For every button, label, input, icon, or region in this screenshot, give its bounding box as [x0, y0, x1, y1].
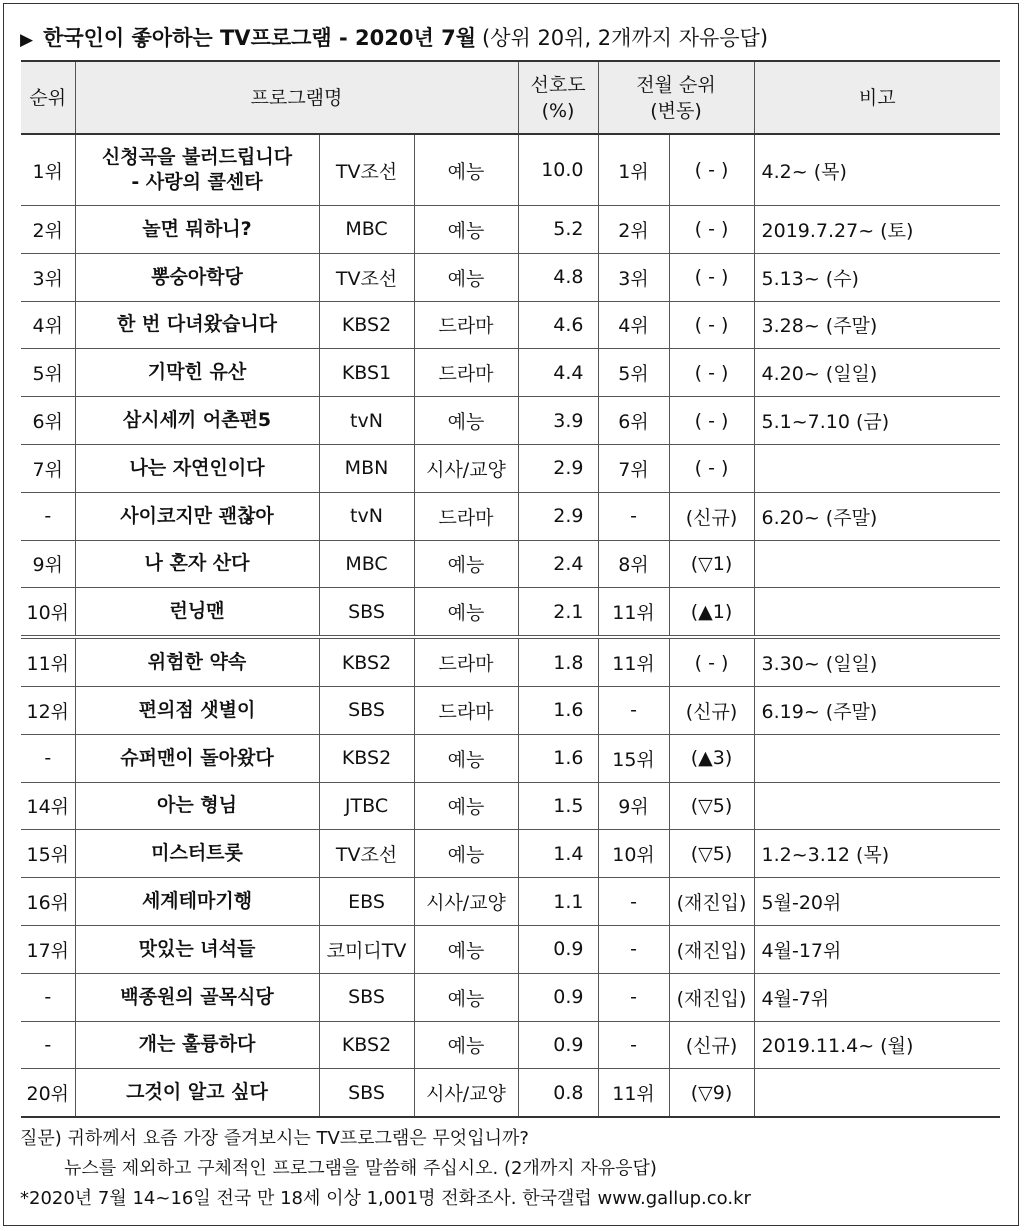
genre-cell: 예능	[414, 782, 518, 830]
note-cell: 1.2~3.12 (목)	[754, 830, 1000, 878]
genre-cell: 예능	[414, 397, 518, 445]
channel-cell: SBS	[319, 588, 414, 637]
preference-cell: 4.4	[518, 349, 598, 397]
prev-rank-cell: 8위	[598, 540, 669, 588]
rank-change-cell: ( - )	[669, 637, 754, 686]
header-prev-line1: 전월 순위	[636, 73, 716, 96]
rank-cell: 4위	[21, 301, 75, 349]
genre-cell: 시사/교양	[414, 878, 518, 926]
program-title-cell	[75, 1021, 319, 1069]
prev-rank-cell: -	[598, 973, 669, 1021]
preference-cell: 1.5	[518, 782, 598, 830]
note-cell: 5.1~7.10 (금)	[754, 397, 1000, 445]
genre-cell: 예능	[414, 206, 518, 254]
program-title: 위험한 약속	[147, 651, 247, 674]
program-title: 신청곡을 불러드립니다	[101, 146, 293, 168]
program-title-cell	[75, 686, 319, 734]
title-main: 한국인이 좋아하는 TV프로그램 - 2020년 7월	[43, 26, 476, 50]
note-cell: 4.2~ (목)	[754, 134, 1000, 206]
rank-change-cell: (▽1)	[669, 540, 754, 588]
program-title: 슈퍼맨이 돌아왔다	[120, 746, 274, 769]
program-title: 삼시세끼 어촌편5	[122, 409, 272, 432]
program-title-cell	[75, 588, 319, 637]
rank-change-cell: (▲3)	[669, 734, 754, 782]
rank-change-cell: (▽5)	[669, 782, 754, 830]
table-row	[21, 686, 1000, 734]
triangle-bullet-icon: ▶	[20, 30, 34, 50]
table-row	[21, 444, 1000, 492]
program-title: 개는 훌륭하다	[138, 1033, 256, 1056]
header-program: 프로그램명	[75, 61, 518, 134]
rank-change-cell: ( - )	[669, 206, 754, 254]
program-title-cell	[75, 397, 319, 445]
title-subtitle: (상위 20위, 2개까지 자유응답)	[482, 26, 769, 50]
program-title-cell	[75, 206, 319, 254]
note-cell: 3.28~ (주말)	[754, 301, 1000, 349]
rank-change-cell: ( - )	[669, 301, 754, 349]
program-title: 그것이 알고 싶다	[126, 1081, 268, 1104]
genre-cell: 드라마	[414, 301, 518, 349]
preference-cell: 0.9	[518, 1021, 598, 1069]
preference-cell: 4.6	[518, 301, 598, 349]
note-cell	[754, 734, 1000, 782]
rank-cell: 9위	[21, 540, 75, 588]
program-title-cell	[75, 878, 319, 926]
table-row	[21, 253, 1000, 301]
table-header-row	[21, 61, 1000, 134]
header-note: 비고	[754, 61, 1000, 134]
prev-rank-cell: 5위	[598, 349, 669, 397]
rank-cell: 14위	[21, 782, 75, 830]
rank-cell: -	[21, 973, 75, 1021]
rank-cell: 20위	[21, 1069, 75, 1117]
channel-cell: MBN	[319, 444, 414, 492]
program-title-cell	[75, 444, 319, 492]
note-cell: 5월-20위	[754, 878, 1000, 926]
rank-cell: 5위	[21, 349, 75, 397]
genre-cell: 예능	[414, 253, 518, 301]
rank-change-cell: (▽5)	[669, 830, 754, 878]
rank-change-cell: (신규)	[669, 492, 754, 540]
genre-cell: 드라마	[414, 492, 518, 540]
program-title: 한 번 다녀왔습니다	[116, 313, 278, 336]
header-prev-line2: (변동)	[650, 99, 702, 122]
ranking-table	[21, 60, 1000, 1118]
prev-rank-cell: 3위	[598, 253, 669, 301]
rank-cell: -	[21, 734, 75, 782]
footer-question-1: 질문) 귀하께서 요즘 가장 즐겨보시는 TV프로그램은 무엇입니까?	[20, 1128, 529, 1149]
table-row	[21, 637, 1000, 686]
rank-cell: 7위	[21, 444, 75, 492]
rank-cell: -	[21, 492, 75, 540]
note-cell: 5.13~ (수)	[754, 253, 1000, 301]
table-row	[21, 540, 1000, 588]
program-title: 세계테마기행	[141, 890, 253, 913]
prev-rank-cell: 9위	[598, 782, 669, 830]
footer-source: *2020년 7월 14~16일 전국 만 18세 이상 1,001명 전화조사. 한국갤럽 www.gallup.co.kr	[20, 1188, 751, 1209]
note-cell: 2019.7.27~ (토)	[754, 206, 1000, 254]
preference-cell: 0.9	[518, 925, 598, 973]
rank-cell: 16위	[21, 878, 75, 926]
prev-rank-cell: 1위	[598, 134, 669, 206]
prev-rank-cell: 4위	[598, 301, 669, 349]
preference-cell: 2.4	[518, 540, 598, 588]
table-row	[21, 492, 1000, 540]
program-title: 나 혼자 산다	[144, 552, 250, 575]
rank-change-cell: (신규)	[669, 686, 754, 734]
note-cell	[754, 1069, 1000, 1117]
preference-cell: 1.6	[518, 686, 598, 734]
channel-cell: KBS1	[319, 349, 414, 397]
rank-change-cell: ( - )	[669, 349, 754, 397]
program-title: 나는 자연인이다	[129, 456, 265, 479]
rank-change-cell: (▲1)	[669, 588, 754, 637]
note-cell: 3.30~ (일일)	[754, 637, 1000, 686]
rank-change-cell: ( - )	[669, 397, 754, 445]
program-title: 런닝맨	[169, 600, 225, 623]
page-title	[20, 22, 768, 54]
channel-cell: SBS	[319, 686, 414, 734]
note-cell	[754, 444, 1000, 492]
table-row	[21, 301, 1000, 349]
channel-cell: tvN	[319, 492, 414, 540]
channel-cell: KBS2	[319, 734, 414, 782]
rank-change-cell: (▽9)	[669, 1069, 754, 1117]
channel-cell: KBS2	[319, 301, 414, 349]
program-title-cell	[75, 301, 319, 349]
genre-cell: 시사/교양	[414, 1069, 518, 1117]
program-title: 기막힌 유산	[147, 361, 247, 384]
table-row	[21, 925, 1000, 973]
channel-cell: KBS2	[319, 637, 414, 686]
rank-change-cell: (신규)	[669, 1021, 754, 1069]
rank-cell: 15위	[21, 830, 75, 878]
rank-change-cell: (재진입)	[669, 973, 754, 1021]
rank-cell: 6위	[21, 397, 75, 445]
genre-cell: 예능	[414, 830, 518, 878]
note-cell	[754, 782, 1000, 830]
prev-rank-cell: -	[598, 925, 669, 973]
program-title-cell	[75, 253, 319, 301]
note-cell	[754, 588, 1000, 637]
preference-cell: 10.0	[518, 134, 598, 206]
prev-rank-cell: 6위	[598, 397, 669, 445]
program-title: 백종원의 골목식당	[120, 985, 274, 1008]
table-row	[21, 1021, 1000, 1069]
rank-change-cell: (재진입)	[669, 925, 754, 973]
footer-question-2: 뉴스를 제외하고 구체적인 프로그램을 말씀해 주십시오. (2개까지 자유응답)	[64, 1158, 657, 1179]
genre-cell: 예능	[414, 540, 518, 588]
note-cell: 2019.11.4~ (월)	[754, 1021, 1000, 1069]
genre-cell: 예능	[414, 1021, 518, 1069]
prev-rank-cell: -	[598, 492, 669, 540]
note-cell: 6.19~ (주말)	[754, 686, 1000, 734]
program-title-cell	[75, 637, 319, 686]
table-row	[21, 878, 1000, 926]
program-title: 미스터트롯	[151, 842, 243, 865]
table-row	[21, 830, 1000, 878]
rank-change-cell: ( - )	[669, 134, 754, 206]
rank-change-cell: ( - )	[669, 253, 754, 301]
channel-cell: TV조선	[319, 134, 414, 206]
header-preference-line1: 선호도	[530, 73, 586, 96]
note-cell: 4월-17위	[754, 925, 1000, 973]
genre-cell: 예능	[414, 925, 518, 973]
preference-cell: 1.8	[518, 637, 598, 686]
program-title-cell	[75, 734, 319, 782]
program-subtitle: - 사랑의 콜센타	[131, 171, 263, 193]
rank-cell: 1위	[21, 134, 75, 206]
program-title-cell	[75, 349, 319, 397]
channel-cell: EBS	[319, 878, 414, 926]
rank-change-cell: (재진입)	[669, 878, 754, 926]
genre-cell: 드라마	[414, 686, 518, 734]
genre-cell: 시사/교양	[414, 444, 518, 492]
rank-cell: 3위	[21, 253, 75, 301]
prev-rank-cell: 7위	[598, 444, 669, 492]
channel-cell: SBS	[319, 973, 414, 1021]
program-title-cell	[75, 540, 319, 588]
program-title-cell	[75, 492, 319, 540]
table-row	[21, 734, 1000, 782]
table-row	[21, 349, 1000, 397]
channel-cell: 코미디TV	[319, 925, 414, 973]
preference-cell: 1.1	[518, 878, 598, 926]
header-prev-rank	[598, 61, 754, 134]
program-title: 사이코지만 괜찮아	[120, 504, 274, 527]
genre-cell: 예능	[414, 734, 518, 782]
note-cell: 6.20~ (주말)	[754, 492, 1000, 540]
genre-cell: 드라마	[414, 637, 518, 686]
preference-cell: 0.8	[518, 1069, 598, 1117]
program-title-cell	[75, 973, 319, 1021]
preference-cell: 2.9	[518, 492, 598, 540]
channel-cell: MBC	[319, 206, 414, 254]
note-cell: 4월-7위	[754, 973, 1000, 1021]
header-preference	[518, 61, 598, 134]
rank-cell: -	[21, 1021, 75, 1069]
note-cell: 4.20~ (일일)	[754, 349, 1000, 397]
genre-cell: 예능	[414, 134, 518, 206]
rank-cell: 11위	[21, 637, 75, 686]
prev-rank-cell: -	[598, 686, 669, 734]
table-row	[21, 782, 1000, 830]
preference-cell: 2.9	[518, 444, 598, 492]
channel-cell: TV조선	[319, 830, 414, 878]
preference-cell: 4.8	[518, 253, 598, 301]
footer-notes	[20, 1124, 1010, 1214]
prev-rank-cell: -	[598, 1021, 669, 1069]
program-title: 편의점 샛별이	[138, 698, 256, 721]
channel-cell: JTBC	[319, 782, 414, 830]
rank-cell: 2위	[21, 206, 75, 254]
prev-rank-cell: 15위	[598, 734, 669, 782]
table-row	[21, 588, 1000, 637]
prev-rank-cell: 11위	[598, 1069, 669, 1117]
table-row	[21, 973, 1000, 1021]
program-title-cell	[75, 925, 319, 973]
rank-cell: 10위	[21, 588, 75, 637]
note-cell	[754, 540, 1000, 588]
preference-cell: 2.1	[518, 588, 598, 637]
header-preference-line2: (%)	[541, 99, 575, 122]
prev-rank-cell: -	[598, 878, 669, 926]
genre-cell: 예능	[414, 973, 518, 1021]
preference-cell: 0.9	[518, 973, 598, 1021]
program-title-cell	[75, 830, 319, 878]
program-title: 놀면 뭐하니?	[142, 217, 252, 240]
prev-rank-cell: 11위	[598, 588, 669, 637]
prev-rank-cell: 2위	[598, 206, 669, 254]
preference-cell: 5.2	[518, 206, 598, 254]
program-title: 아는 형님	[156, 794, 238, 817]
table-row	[21, 206, 1000, 254]
rank-cell: 17위	[21, 925, 75, 973]
program-title-cell	[75, 782, 319, 830]
channel-cell: TV조선	[319, 253, 414, 301]
header-rank: 순위	[21, 61, 75, 134]
channel-cell: SBS	[319, 1069, 414, 1117]
preference-cell: 1.6	[518, 734, 598, 782]
channel-cell: tvN	[319, 397, 414, 445]
channel-cell: MBC	[319, 540, 414, 588]
program-title: 뽕숭아학당	[151, 265, 243, 288]
preference-cell: 3.9	[518, 397, 598, 445]
prev-rank-cell: 10위	[598, 830, 669, 878]
table-row	[21, 134, 1000, 206]
prev-rank-cell: 11위	[598, 637, 669, 686]
preference-cell: 1.4	[518, 830, 598, 878]
program-title-cell	[75, 134, 319, 206]
channel-cell: KBS2	[319, 1021, 414, 1069]
program-title-cell	[75, 1069, 319, 1117]
genre-cell: 드라마	[414, 349, 518, 397]
table-row	[21, 1069, 1000, 1117]
program-title: 맛있는 녀석들	[138, 937, 256, 960]
genre-cell: 예능	[414, 588, 518, 637]
table-row	[21, 397, 1000, 445]
rank-cell: 12위	[21, 686, 75, 734]
rank-change-cell: ( - )	[669, 444, 754, 492]
